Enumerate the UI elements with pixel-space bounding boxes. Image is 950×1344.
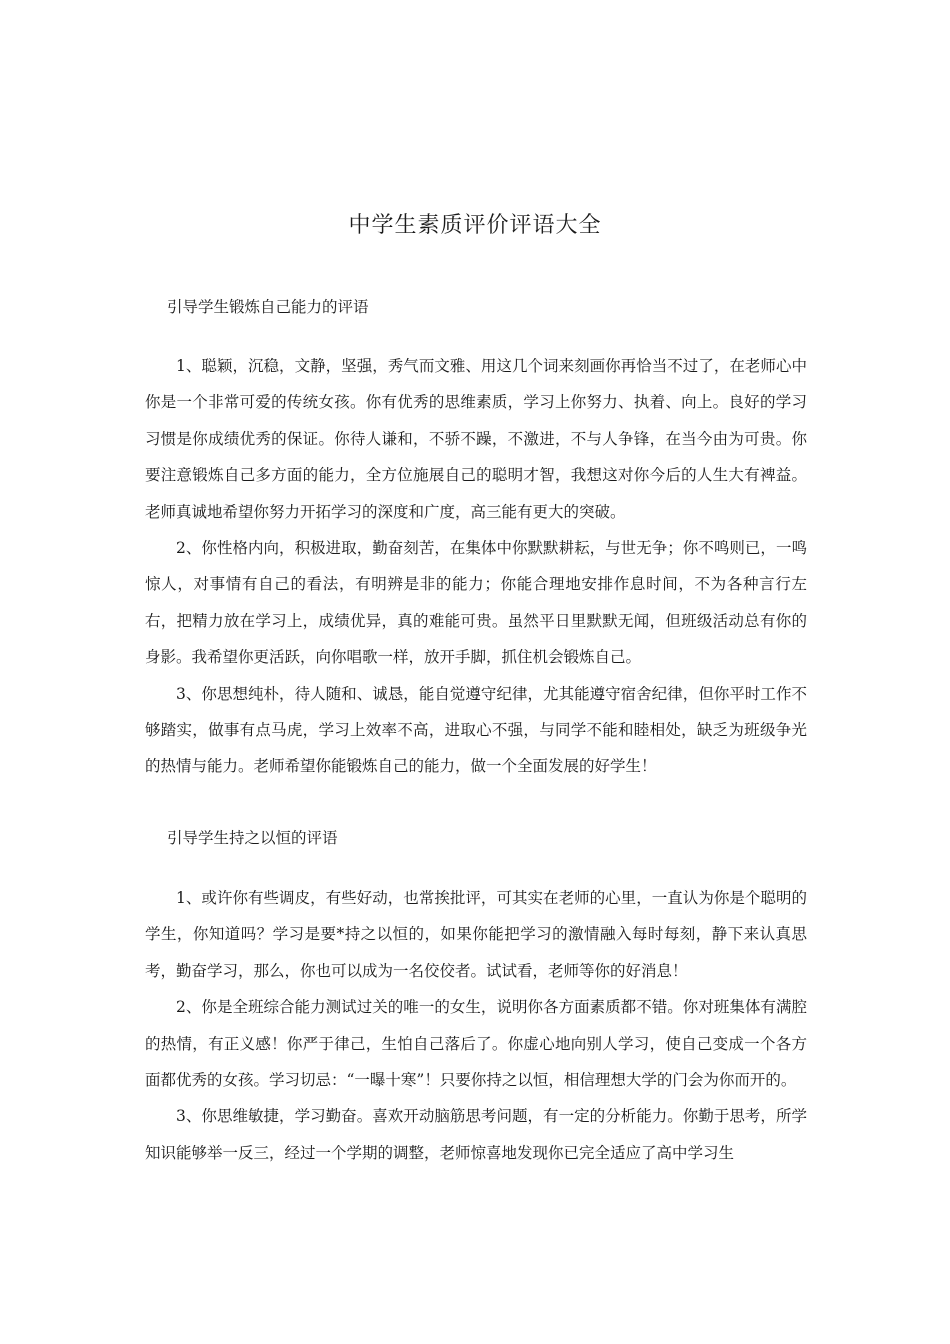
paragraph: 3、你思想纯朴，待人随和、诚恳，能自觉遵守纪律，尤其能遵守宿舍纪律，但你平时工作不够踏实，做事有点马虎，学习上效率不高，进取心不强，与同学不能和睦相处，缺乏为班级争光的热情与能力。老师希望你能锻炼自己的能力，做一个全面发展的好学生！ <box>145 684 807 776</box>
section-heading-ability: 引导学生锻炼自己能力的评语 <box>167 298 369 316</box>
paragraph: 2、你性格内向，积极进取，勤奋刻苦，在集体中你默默耕耘，与世无争；你不鸣则已，一鸣惊人，对事情有自己的看法，有明辨是非的能力；你能合理地安排作息时间，不为各种言行左右，把精力放在学习上，成绩优异，真的难能可贵。虽然平日里默默无闻，但班级活动总有你的身影。我希望你更活跃，向你唱歌一样，放开手脚，抓住机会锻炼自己。 <box>145 539 807 667</box>
page-title: 中学生素质评价评语大全 <box>348 213 602 238</box>
paragraph: 2、你是全班综合能力测试过关的唯一的女生，说明你各方面素质都不错。你对班集体有满腔的热情，有正义感！你严于律己，生怕自己落后了。你虚心地向别人学习，使自己变成一个各方面都优秀的女孩。学习切忌：“一曝十寒”！只要你持之以恒，相信理想大学的门会为你而开的。 <box>145 998 807 1090</box>
paragraph: 1、聪颖，沉稳，文静，坚强，秀气而文雅、用这几个词来刻画你再恰当不过了，在老师心中你是一个非常可爱的传统女孩。你有优秀的思维素质，学习上你努力、执着、向上。良好的学习习惯是你成绩优秀的保证。你待人谦和，不骄不躁，不激进，不与人争锋，在当今由为可贵。你要注意锻炼自己多方面的能力，全方位施展自己的聪明才智，我想这对你今后的人生大有裨益。老师真诚地希望你努力开拓学习的深度和广度，高三能有更大的突破。 <box>145 357 807 521</box>
section-ability <box>145 348 807 785</box>
paragraph: 1、或许你有些调皮，有些好动，也常挨批评，可其实在老师的心里，一直认为你是个聪明的学生，你知道吗？学习是要*持之以恒的，如果你能把学习的激情融入每时每刻，静下来认真思考，勤奋学习，那么，你也可以成为一名佼佼者。试试看，老师等你的好消息！ <box>145 889 807 980</box>
paragraph: 3、你思维敏捷，学习勤奋。喜欢开动脑筋思考问题，有一定的分析能力。你勤于思考，所学知识能够举一反三，经过一个学期的调整，老师惊喜地发现你已完全适应了高中学习生 <box>145 1107 807 1162</box>
section-heading-persistence: 引导学生持之以恒的评语 <box>167 829 338 847</box>
section-persistence <box>145 880 807 1171</box>
